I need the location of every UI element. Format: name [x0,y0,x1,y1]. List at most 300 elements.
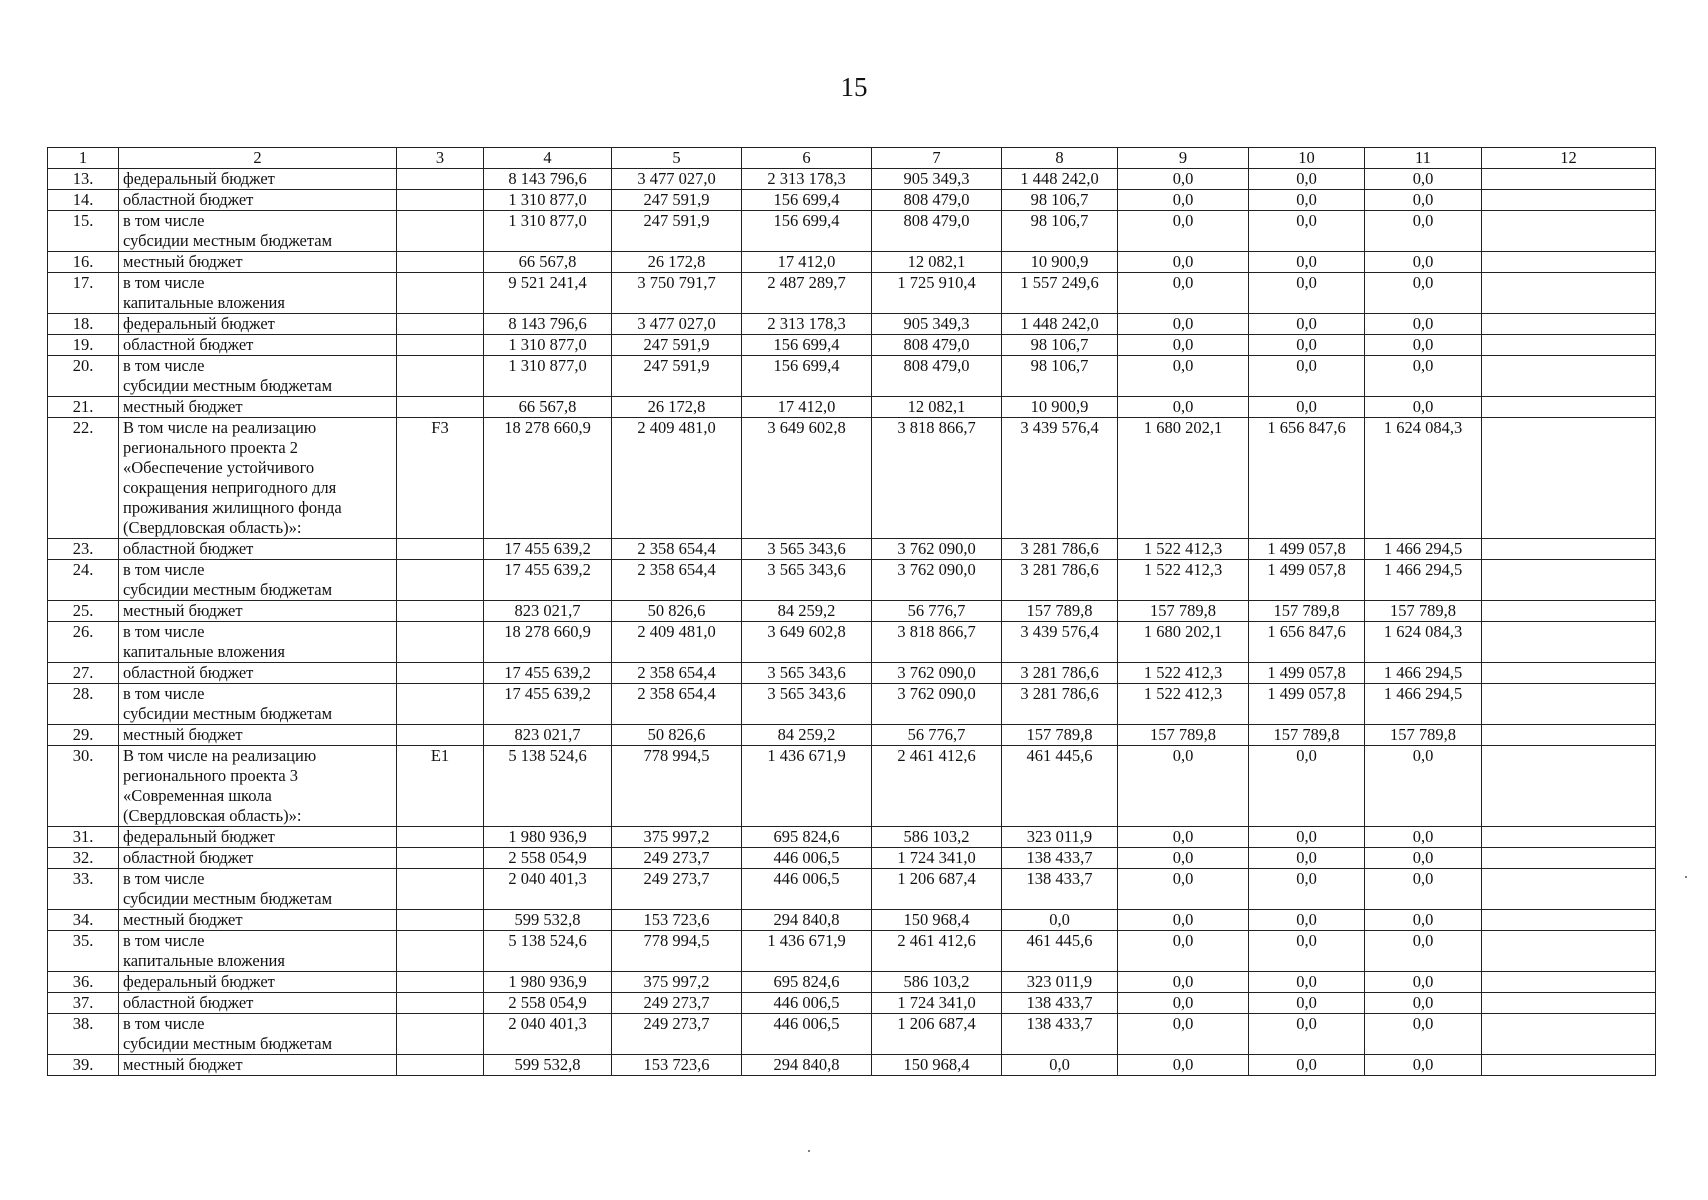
value-cell: 3 281 786,6 [1002,684,1118,725]
row-number: 30. [48,746,119,827]
value-cell: 0,0 [1365,931,1482,972]
value-cell: 0,0 [1118,211,1249,252]
row-code [397,314,484,335]
column-header: 11 [1365,148,1482,169]
value-cell: 138 433,7 [1002,848,1118,869]
table-row [48,273,1656,314]
value-cell: 26 172,8 [612,252,742,273]
value-cell: 1 724 341,0 [872,993,1002,1014]
value-cell: 2 461 412,6 [872,746,1002,827]
value-cell: 0,0 [1249,848,1365,869]
value-cell: 0,0 [1249,910,1365,931]
value-cell: 1 656 847,6 [1249,622,1365,663]
note-cell [1482,910,1656,931]
row-label: федеральный бюджет [119,169,397,190]
value-cell: 66 567,8 [484,252,612,273]
note-cell [1482,622,1656,663]
value-cell: 0,0 [1118,397,1249,418]
value-cell: 247 591,9 [612,356,742,397]
value-cell: 157 789,8 [1002,725,1118,746]
row-number: 37. [48,993,119,1014]
row-code [397,848,484,869]
value-cell: 3 565 343,6 [742,684,872,725]
value-cell: 461 445,6 [1002,931,1118,972]
value-cell: 599 532,8 [484,910,612,931]
row-number: 33. [48,869,119,910]
note-cell [1482,356,1656,397]
value-cell: 84 259,2 [742,725,872,746]
table-row [48,252,1656,273]
row-code [397,560,484,601]
value-cell: 17 455 639,2 [484,684,612,725]
value-cell: 17 412,0 [742,252,872,273]
value-cell: 3 762 090,0 [872,684,1002,725]
value-cell: 0,0 [1365,335,1482,356]
value-cell: 808 479,0 [872,356,1002,397]
value-cell: 98 106,7 [1002,356,1118,397]
value-cell: 1 466 294,5 [1365,560,1482,601]
value-cell: 0,0 [1002,1055,1118,1076]
value-cell: 2 558 054,9 [484,848,612,869]
note-cell [1482,252,1656,273]
value-cell: 2 461 412,6 [872,931,1002,972]
value-cell: 0,0 [1249,211,1365,252]
row-label: в том числе капитальные вложения [119,273,397,314]
value-cell: 3 649 602,8 [742,622,872,663]
value-cell: 3 439 576,4 [1002,622,1118,663]
row-label: областной бюджет [119,663,397,684]
value-cell: 586 103,2 [872,972,1002,993]
row-number: 25. [48,601,119,622]
value-cell: 3 649 602,8 [742,418,872,539]
value-cell: 0,0 [1365,910,1482,931]
row-code [397,622,484,663]
value-cell: 50 826,6 [612,725,742,746]
value-cell: 778 994,5 [612,931,742,972]
header-row [48,148,1656,169]
value-cell: 0,0 [1365,1055,1482,1076]
value-cell: 0,0 [1365,252,1482,273]
column-header: 9 [1118,148,1249,169]
note-cell [1482,1014,1656,1055]
value-cell: 1 557 249,6 [1002,273,1118,314]
value-cell: 0,0 [1365,273,1482,314]
row-code [397,869,484,910]
value-cell: 599 532,8 [484,1055,612,1076]
table-row [48,169,1656,190]
row-number: 19. [48,335,119,356]
value-cell: 56 776,7 [872,601,1002,622]
value-cell: 1 310 877,0 [484,190,612,211]
value-cell: 3 281 786,6 [1002,663,1118,684]
row-label: в том числе капитальные вложения [119,622,397,663]
value-cell: 0,0 [1365,314,1482,335]
value-cell: 1 980 936,9 [484,827,612,848]
value-cell: 1 680 202,1 [1118,622,1249,663]
value-cell: 0,0 [1118,827,1249,848]
note-cell [1482,539,1656,560]
row-label: федеральный бюджет [119,314,397,335]
value-cell: 0,0 [1365,869,1482,910]
value-cell: 1 624 084,3 [1365,418,1482,539]
note-cell [1482,211,1656,252]
value-cell: 2 358 654,4 [612,663,742,684]
value-cell: 461 445,6 [1002,746,1118,827]
value-cell: 1 724 341,0 [872,848,1002,869]
row-number: 31. [48,827,119,848]
row-code [397,827,484,848]
row-code [397,539,484,560]
value-cell: 1 436 671,9 [742,931,872,972]
row-code [397,335,484,356]
row-code [397,725,484,746]
column-header: 2 [119,148,397,169]
row-number: 24. [48,560,119,601]
value-cell: 3 565 343,6 [742,560,872,601]
value-cell: 1 310 877,0 [484,211,612,252]
value-cell: 3 762 090,0 [872,663,1002,684]
row-code [397,1014,484,1055]
value-cell: 0,0 [1118,314,1249,335]
value-cell: 0,0 [1249,993,1365,1014]
value-cell: 1 310 877,0 [484,356,612,397]
value-cell: 0,0 [1249,1055,1365,1076]
value-cell: 323 011,9 [1002,972,1118,993]
budget-table [47,147,1656,1076]
value-cell: 249 273,7 [612,1014,742,1055]
value-cell: 2 358 654,4 [612,560,742,601]
note-cell [1482,725,1656,746]
note-cell [1482,827,1656,848]
row-number: 36. [48,972,119,993]
row-label: в том числе субсидии местным бюджетам [119,869,397,910]
value-cell: 1 522 412,3 [1118,663,1249,684]
value-cell: 5 138 524,6 [484,931,612,972]
value-cell: 0,0 [1118,252,1249,273]
value-cell: 0,0 [1118,972,1249,993]
value-cell: 3 762 090,0 [872,539,1002,560]
value-cell: 1 448 242,0 [1002,314,1118,335]
value-cell: 3 565 343,6 [742,663,872,684]
row-label: в том числе субсидии местным бюджетам [119,560,397,601]
value-cell: 446 006,5 [742,869,872,910]
row-label: федеральный бюджет [119,972,397,993]
value-cell: 1 466 294,5 [1365,684,1482,725]
value-cell: 3 565 343,6 [742,539,872,560]
value-cell: 0,0 [1365,169,1482,190]
value-cell: 1 466 294,5 [1365,539,1482,560]
value-cell: 0,0 [1365,972,1482,993]
table-row [48,418,1656,539]
value-cell: 157 789,8 [1249,725,1365,746]
row-label: местный бюджет [119,910,397,931]
table-row [48,725,1656,746]
row-number: 32. [48,848,119,869]
value-cell: 1 499 057,8 [1249,539,1365,560]
note-cell [1482,972,1656,993]
value-cell: 3 762 090,0 [872,560,1002,601]
table-row [48,211,1656,252]
value-cell: 17 412,0 [742,397,872,418]
value-cell: 10 900,9 [1002,252,1118,273]
value-cell: 3 750 791,7 [612,273,742,314]
value-cell: 1 680 202,1 [1118,418,1249,539]
value-cell: 446 006,5 [742,848,872,869]
value-cell: 2 409 481,0 [612,622,742,663]
column-header: 10 [1249,148,1365,169]
value-cell: 0,0 [1249,314,1365,335]
scan-speck [808,1150,810,1152]
value-cell: 0,0 [1249,335,1365,356]
value-cell: 823 021,7 [484,725,612,746]
value-cell: 5 138 524,6 [484,746,612,827]
row-code [397,663,484,684]
value-cell: 249 273,7 [612,869,742,910]
value-cell: 247 591,9 [612,335,742,356]
value-cell: 0,0 [1118,993,1249,1014]
value-cell: 294 840,8 [742,1055,872,1076]
row-label: в том числе субсидии местным бюджетам [119,1014,397,1055]
value-cell: 0,0 [1249,190,1365,211]
note-cell [1482,663,1656,684]
value-cell: 375 997,2 [612,827,742,848]
value-cell: 9 521 241,4 [484,273,612,314]
value-cell: 0,0 [1365,993,1482,1014]
value-cell: 157 789,8 [1249,601,1365,622]
value-cell: 12 082,1 [872,252,1002,273]
value-cell: 138 433,7 [1002,1014,1118,1055]
value-cell: 0,0 [1249,746,1365,827]
value-cell: 905 349,3 [872,314,1002,335]
note-cell [1482,335,1656,356]
value-cell: 98 106,7 [1002,335,1118,356]
value-cell: 0,0 [1249,869,1365,910]
table-row [48,1055,1656,1076]
value-cell: 1 206 687,4 [872,869,1002,910]
note-cell [1482,931,1656,972]
value-cell: 0,0 [1118,190,1249,211]
value-cell: 0,0 [1365,1014,1482,1055]
value-cell: 66 567,8 [484,397,612,418]
row-number: 14. [48,190,119,211]
row-label: областной бюджет [119,190,397,211]
value-cell: 84 259,2 [742,601,872,622]
column-header: 6 [742,148,872,169]
row-code [397,356,484,397]
value-cell: 156 699,4 [742,335,872,356]
row-label: областной бюджет [119,335,397,356]
value-cell: 247 591,9 [612,211,742,252]
value-cell: 0,0 [1365,746,1482,827]
value-cell: 0,0 [1118,869,1249,910]
value-cell: 50 826,6 [612,601,742,622]
table-row [48,746,1656,827]
row-code [397,397,484,418]
value-cell: 0,0 [1118,273,1249,314]
value-cell: 156 699,4 [742,211,872,252]
value-cell: 0,0 [1118,848,1249,869]
value-cell: 808 479,0 [872,190,1002,211]
row-code [397,684,484,725]
value-cell: 0,0 [1365,211,1482,252]
value-cell: 17 455 639,2 [484,539,612,560]
value-cell: 0,0 [1365,827,1482,848]
note-cell [1482,190,1656,211]
column-header: 12 [1482,148,1656,169]
column-header: 3 [397,148,484,169]
value-cell: 98 106,7 [1002,190,1118,211]
value-cell: 56 776,7 [872,725,1002,746]
table-row [48,993,1656,1014]
value-cell: 446 006,5 [742,1014,872,1055]
table-row [48,397,1656,418]
value-cell: 2 358 654,4 [612,539,742,560]
value-cell: 3 477 027,0 [612,169,742,190]
value-cell: 1 436 671,9 [742,746,872,827]
value-cell: 0,0 [1249,252,1365,273]
value-cell: 1 522 412,3 [1118,684,1249,725]
value-cell: 1 522 412,3 [1118,539,1249,560]
row-label: В том числе на реализацию регионального проекта 3 «Современная школа (Свердловская область)»: [119,746,397,827]
note-cell [1482,560,1656,601]
row-number: 13. [48,169,119,190]
row-label: федеральный бюджет [119,827,397,848]
value-cell: 0,0 [1249,356,1365,397]
row-code [397,273,484,314]
value-cell: 1 499 057,8 [1249,560,1365,601]
value-cell: 138 433,7 [1002,869,1118,910]
value-cell: 0,0 [1002,910,1118,931]
row-number: 29. [48,725,119,746]
row-label: областной бюджет [119,539,397,560]
row-label: местный бюджет [119,725,397,746]
row-number: 17. [48,273,119,314]
value-cell: 1 466 294,5 [1365,663,1482,684]
row-number: 23. [48,539,119,560]
note-cell [1482,169,1656,190]
value-cell: 0,0 [1118,335,1249,356]
value-cell: 98 106,7 [1002,211,1118,252]
value-cell: 249 273,7 [612,848,742,869]
note-cell [1482,993,1656,1014]
table-row [48,560,1656,601]
value-cell: 0,0 [1118,746,1249,827]
value-cell: 26 172,8 [612,397,742,418]
note-cell [1482,746,1656,827]
value-cell: 3 439 576,4 [1002,418,1118,539]
value-cell: 247 591,9 [612,190,742,211]
value-cell: 0,0 [1118,1055,1249,1076]
value-cell: 905 349,3 [872,169,1002,190]
table-row [48,827,1656,848]
value-cell: 0,0 [1118,910,1249,931]
row-code: F3 [397,418,484,539]
table-row [48,910,1656,931]
note-cell [1482,418,1656,539]
table-row [48,931,1656,972]
row-label: В том числе на реализацию регионального проекта 2 «Обеспечение устойчивого сокращения непригодного для проживания жилищного фонда (Свердловская область)»: [119,418,397,539]
value-cell: 1 725 910,4 [872,273,1002,314]
value-cell: 0,0 [1118,1014,1249,1055]
value-cell: 2 313 178,3 [742,314,872,335]
column-header: 4 [484,148,612,169]
table-row [48,335,1656,356]
row-label: областной бюджет [119,993,397,1014]
value-cell: 0,0 [1249,273,1365,314]
value-cell: 17 455 639,2 [484,663,612,684]
value-cell: 0,0 [1365,848,1482,869]
row-label: местный бюджет [119,1055,397,1076]
row-number: 39. [48,1055,119,1076]
row-label: в том числе субсидии местным бюджетам [119,356,397,397]
value-cell: 586 103,2 [872,827,1002,848]
row-number: 35. [48,931,119,972]
value-cell: 249 273,7 [612,993,742,1014]
table-row [48,356,1656,397]
value-cell: 157 789,8 [1118,725,1249,746]
value-cell: 150 968,4 [872,910,1002,931]
note-cell [1482,397,1656,418]
table-row [48,684,1656,725]
row-code [397,190,484,211]
note-cell [1482,601,1656,622]
page-number: 15 [840,72,868,102]
row-code [397,252,484,273]
row-number: 22. [48,418,119,539]
row-number: 38. [48,1014,119,1055]
row-label: в том числе капитальные вложения [119,931,397,972]
value-cell: 156 699,4 [742,356,872,397]
table-row [48,848,1656,869]
table-row [48,622,1656,663]
value-cell: 2 040 401,3 [484,869,612,910]
row-code [397,1055,484,1076]
row-number: 26. [48,622,119,663]
value-cell: 446 006,5 [742,993,872,1014]
note-cell [1482,684,1656,725]
value-cell: 323 011,9 [1002,827,1118,848]
table-row [48,1014,1656,1055]
value-cell: 0,0 [1249,931,1365,972]
value-cell: 0,0 [1249,397,1365,418]
row-code [397,972,484,993]
value-cell: 0,0 [1249,1014,1365,1055]
value-cell: 1 522 412,3 [1118,560,1249,601]
value-cell: 10 900,9 [1002,397,1118,418]
row-label: в том числе субсидии местным бюджетам [119,211,397,252]
value-cell: 823 021,7 [484,601,612,622]
row-label: в том числе субсидии местным бюджетам [119,684,397,725]
value-cell: 3 818 866,7 [872,418,1002,539]
value-cell: 0,0 [1249,972,1365,993]
row-code [397,931,484,972]
row-number: 27. [48,663,119,684]
value-cell: 1 206 687,4 [872,1014,1002,1055]
value-cell: 3 281 786,6 [1002,539,1118,560]
note-cell [1482,1055,1656,1076]
value-cell: 695 824,6 [742,827,872,848]
table-row [48,663,1656,684]
value-cell: 12 082,1 [872,397,1002,418]
row-code [397,211,484,252]
note-cell [1482,314,1656,335]
value-cell: 0,0 [1249,169,1365,190]
value-cell: 0,0 [1365,356,1482,397]
table-row [48,869,1656,910]
value-cell: 808 479,0 [872,211,1002,252]
value-cell: 150 968,4 [872,1055,1002,1076]
column-header: 1 [48,148,119,169]
